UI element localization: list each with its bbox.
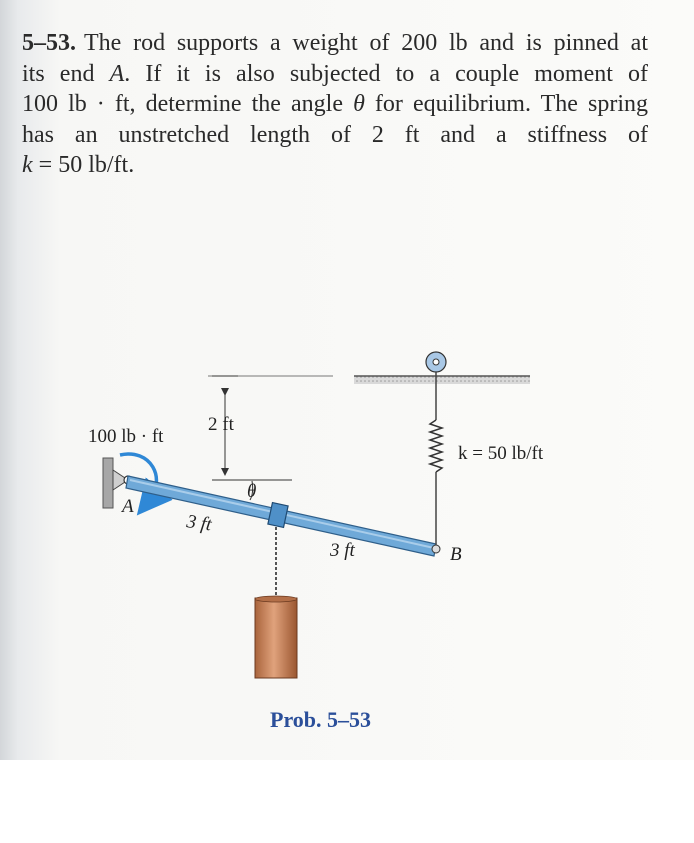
problem-line-4: has an unstretched length of 2 ft and a stiffness of [22, 121, 648, 148]
point-a-label: A [122, 496, 134, 517]
figure-caption: Prob. 5–53 [270, 707, 372, 732]
theta-label: θ [247, 481, 257, 502]
ceiling-hatch [354, 376, 530, 384]
couple-moment-label: 100 lb · ft [88, 426, 164, 447]
problem-line-1: 5–53. The rod supports a weight of 200 lb and is pinned at [22, 30, 648, 56]
problem-line-5: k = 50 lb/ft. [22, 152, 135, 178]
height-label: 2 ft [208, 414, 234, 435]
problem-line-2: its end A. If it is also subjected to a couple moment of [22, 60, 649, 87]
spring-top-pin-hole [433, 359, 439, 365]
ceiling-support [208, 376, 530, 384]
problem-line-3: 100 lb · ft, determine the angle θ for equilibrium. The spring [22, 91, 648, 117]
spring-stiffness-label: k = 50 lb/ft [458, 443, 544, 464]
segment-left-label: 3 ft [185, 511, 213, 536]
weight-top [255, 596, 297, 602]
wall-bracket [103, 458, 113, 508]
weight-block [255, 598, 297, 678]
hanging-weight [255, 503, 297, 678]
point-b-label: B [450, 544, 462, 565]
segment-right-label: 3 ft [330, 540, 355, 561]
pin-b [432, 545, 440, 553]
height-dimension [208, 376, 292, 480]
rod [126, 476, 462, 565]
problem-number: 5–53. [22, 30, 76, 56]
spring-coil [430, 420, 442, 472]
